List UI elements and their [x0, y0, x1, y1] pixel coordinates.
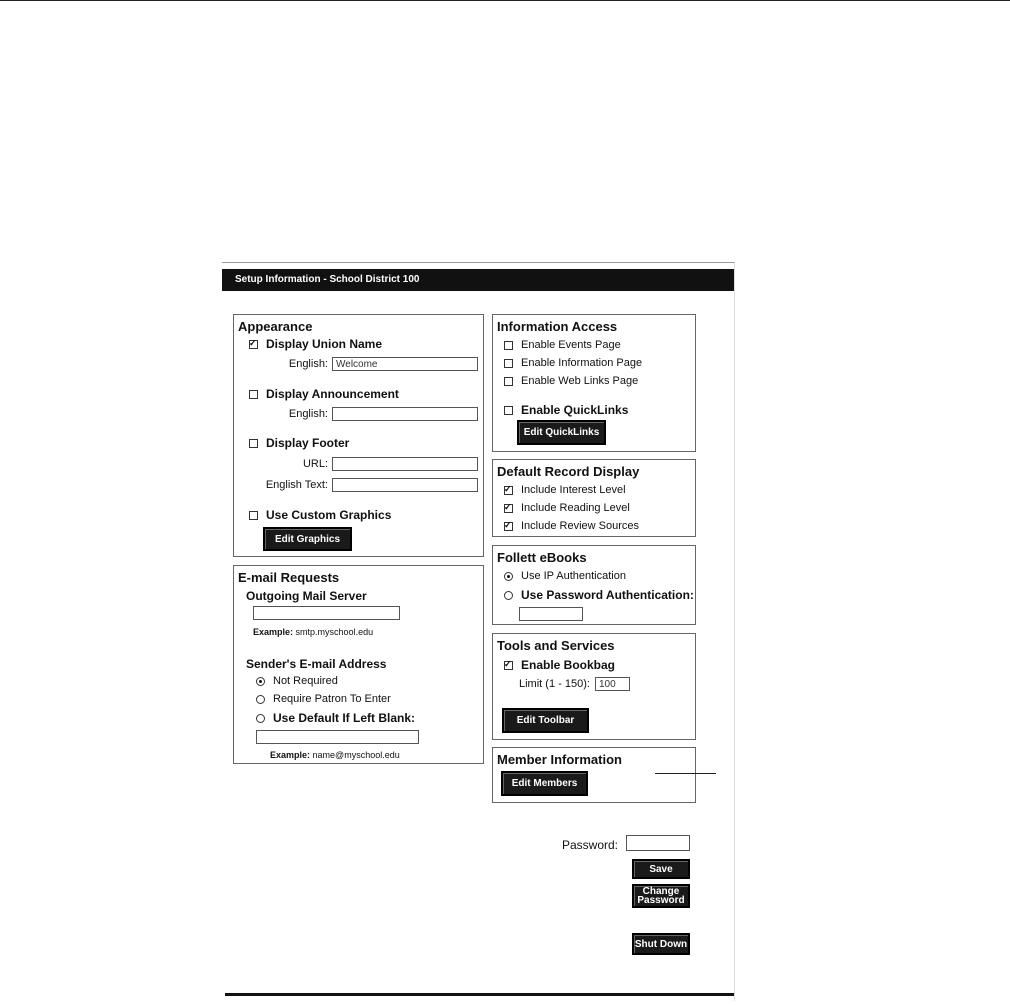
sender-example-prefix: Example:	[270, 750, 311, 760]
bookbag-limit-input[interactable]: 100	[595, 677, 630, 691]
sender-option-use-default[interactable]	[256, 711, 415, 725]
enable-events-option[interactable]	[504, 339, 621, 351]
sender-option-not-required[interactable]	[256, 675, 338, 687]
setup-screen	[222, 262, 735, 1001]
include-interest-option[interactable]	[504, 484, 626, 496]
use-default-label: Use Default If Left Blank:	[273, 711, 416, 725]
ebooks-password-input[interactable]	[519, 607, 583, 621]
email-requests-title: E-mail Requests	[238, 570, 340, 585]
enable-bookbag-checkbox[interactable]	[504, 661, 513, 670]
display-footer-option[interactable]	[249, 436, 349, 450]
footer-url-input[interactable]	[332, 457, 478, 471]
require-patron-radio[interactable]	[256, 695, 265, 704]
sender-option-require-patron[interactable]	[256, 693, 391, 705]
page-top-rule	[0, 0, 1010, 1]
include-interest-checkbox[interactable]	[504, 486, 513, 495]
outgoing-example-value: smtp.myschool.edu	[295, 627, 374, 637]
union-english-label: English:	[288, 358, 328, 370]
shut-down-label: Shut Down	[634, 938, 688, 950]
page-bottom-rule	[225, 993, 734, 996]
use-default-radio[interactable]	[256, 714, 265, 723]
ip-authentication-label: Use IP Authentication	[521, 570, 626, 582]
footer-password-input[interactable]	[626, 835, 690, 851]
include-interest-label: Include Interest Level	[521, 484, 626, 496]
not-required-radio[interactable]	[256, 677, 265, 686]
display-footer-checkbox[interactable]	[249, 439, 258, 448]
outgoing-mail-server-label: Outgoing Mail Server	[246, 589, 367, 603]
display-union-name-checkbox[interactable]	[249, 340, 258, 349]
enable-information-option[interactable]	[504, 357, 642, 369]
display-union-name-label: Display Union Name	[266, 337, 383, 351]
change-password-button[interactable]	[632, 884, 690, 908]
sender-email-label: Sender's E-mail Address	[246, 657, 387, 671]
enable-web-links-label: Enable Web Links Page	[521, 375, 639, 387]
ip-authentication-radio[interactable]	[504, 572, 513, 581]
display-footer-label: Display Footer	[266, 436, 350, 450]
sender-email-example	[270, 750, 400, 760]
outgoing-mail-server-input[interactable]	[253, 606, 400, 620]
enable-web-links-option[interactable]	[504, 375, 638, 387]
include-review-label: Include Review Sources	[521, 520, 640, 532]
include-review-checkbox[interactable]	[504, 522, 513, 531]
announcement-english-label: English:	[288, 408, 328, 420]
enable-quicklinks-option[interactable]	[504, 403, 628, 417]
custom-graphics-option[interactable]	[249, 508, 391, 522]
change-password-line2: Password	[637, 895, 685, 906]
enable-quicklinks-label: Enable QuickLinks	[521, 403, 629, 417]
limit-label: Limit (1 - 150):	[519, 678, 590, 690]
information-access-panel	[492, 314, 696, 452]
display-announcement-label: Display Announcement	[266, 387, 399, 401]
announcement-english-input[interactable]	[332, 407, 478, 421]
include-reading-label: Include Reading Level	[521, 502, 630, 514]
enable-bookbag-label: Enable Bookbag	[521, 658, 616, 672]
information-access-title: Information Access	[497, 319, 618, 334]
outgoing-mail-example	[253, 627, 373, 637]
follett-ebooks-panel	[492, 545, 696, 625]
edit-graphics-button[interactable]: Edit Graphics	[263, 527, 352, 551]
union-english-input[interactable]: Welcome	[332, 357, 478, 371]
edit-toolbar-button[interactable]: Edit Toolbar	[502, 708, 589, 733]
password-authentication-radio[interactable]	[504, 591, 513, 600]
enable-events-label: Enable Events Page	[521, 339, 621, 351]
appearance-title: Appearance	[238, 319, 313, 334]
tools-services-panel	[492, 633, 696, 740]
edit-members-button[interactable]: Edit Members	[501, 771, 588, 796]
custom-graphics-checkbox[interactable]	[249, 511, 258, 520]
display-announcement-checkbox[interactable]	[249, 390, 258, 399]
enable-events-checkbox[interactable]	[504, 341, 513, 350]
save-button-label: Save	[649, 863, 673, 875]
enable-quicklinks-checkbox[interactable]	[504, 406, 513, 415]
sender-example-value: name@myschool.edu	[312, 750, 400, 760]
shut-down-button[interactable]	[632, 933, 690, 955]
appearance-panel	[233, 314, 484, 557]
require-patron-label: Require Patron To Enter	[273, 693, 391, 705]
change-password-line1: Change	[642, 886, 680, 897]
footer-password-label: Password:	[561, 838, 618, 852]
footer-english-text-input[interactable]	[332, 478, 478, 492]
member-information-panel	[492, 747, 696, 803]
edit-quicklinks-button[interactable]: Edit QuickLinks	[517, 420, 606, 445]
callout-line	[655, 773, 716, 774]
enable-bookbag-option[interactable]	[504, 658, 615, 672]
password-authentication-label: Use Password Authentication:	[521, 588, 694, 602]
password-authentication-option[interactable]	[504, 588, 694, 602]
enable-information-label: Enable Information Page	[521, 357, 643, 369]
include-review-option[interactable]	[504, 520, 639, 532]
ip-authentication-option[interactable]	[504, 570, 626, 582]
member-information-title: Member Information	[497, 752, 622, 767]
include-reading-option[interactable]	[504, 502, 630, 514]
page-title: Setup Information - School District 100	[222, 269, 734, 291]
enable-information-checkbox[interactable]	[504, 359, 513, 368]
display-union-name-option[interactable]	[249, 337, 382, 351]
outgoing-example-prefix: Example:	[253, 627, 294, 637]
follett-ebooks-title: Follett eBooks	[497, 550, 587, 565]
footer-url-label: URL:	[302, 458, 328, 470]
include-reading-checkbox[interactable]	[504, 504, 513, 513]
display-announcement-option[interactable]	[249, 387, 399, 401]
custom-graphics-label: Use Custom Graphics	[266, 508, 392, 522]
default-sender-input[interactable]	[256, 730, 419, 744]
default-record-display-panel	[492, 459, 696, 537]
email-requests-panel	[233, 565, 484, 764]
save-button[interactable]	[632, 859, 690, 879]
not-required-label: Not Required	[273, 675, 338, 687]
footer-english-text-label: English Text:	[265, 479, 328, 491]
default-record-display-title: Default Record Display	[497, 464, 640, 479]
enable-web-links-checkbox[interactable]	[504, 377, 513, 386]
tools-services-title: Tools and Services	[497, 638, 615, 653]
